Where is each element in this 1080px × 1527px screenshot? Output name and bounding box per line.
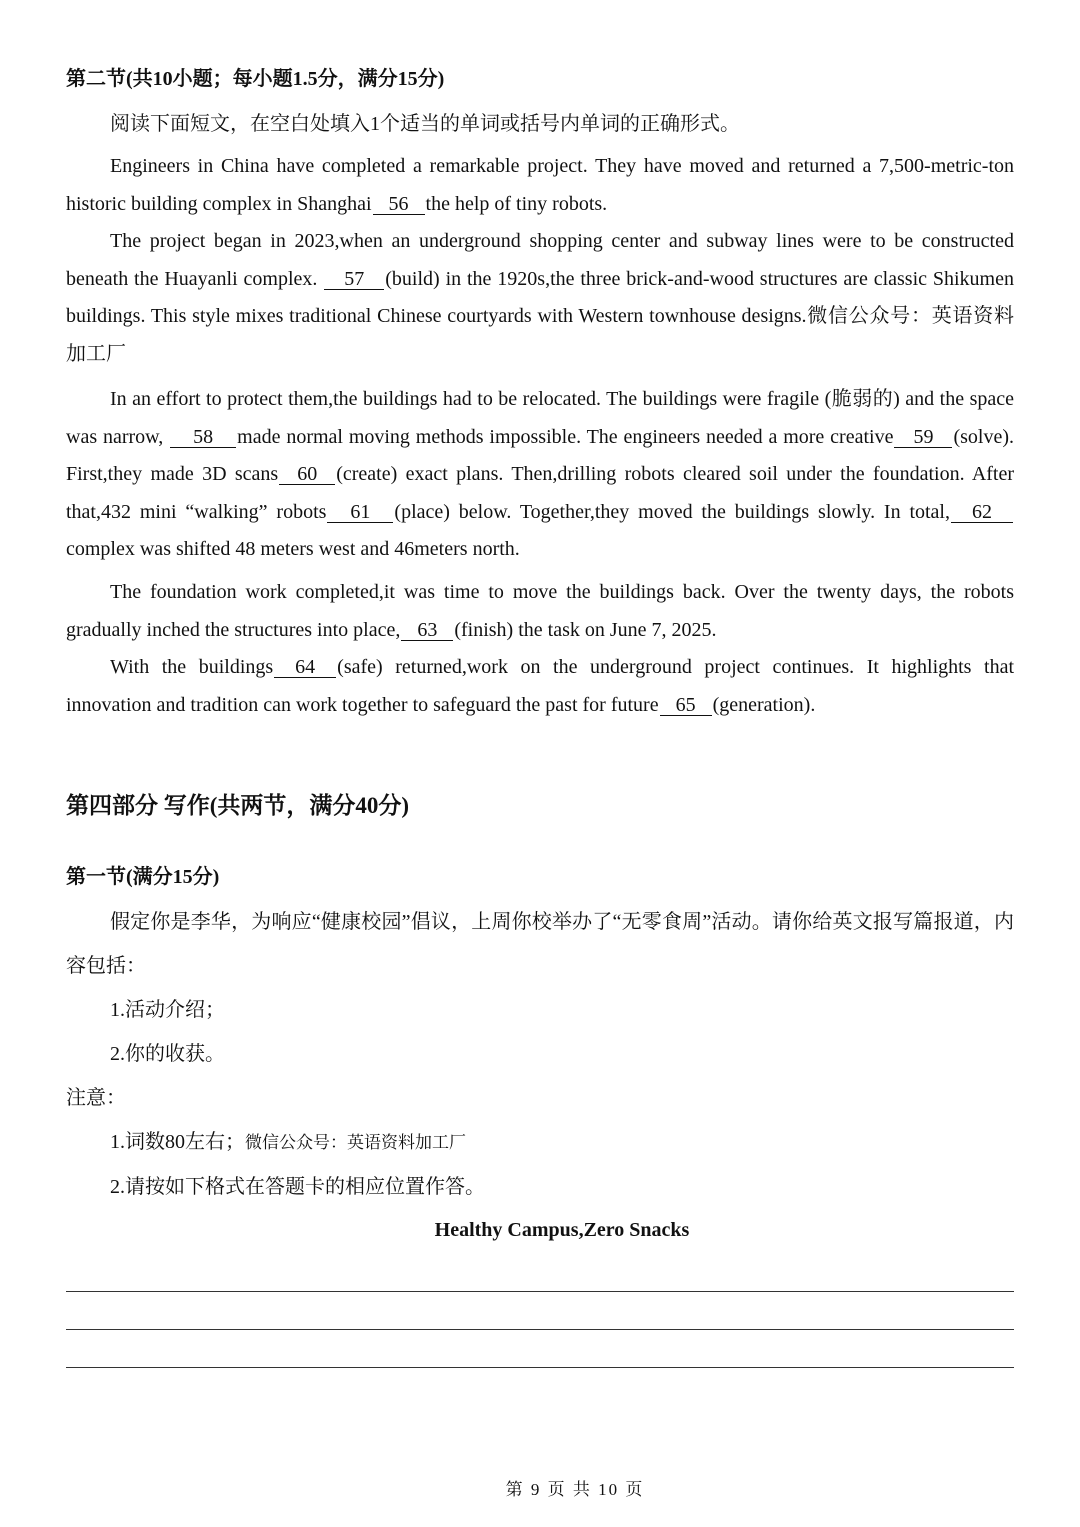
answer-line-3	[66, 1367, 1014, 1368]
paragraph-text: In an effort to protect them,the buildings had to be relocated. The buildings were fragile (脆弱的) and the space was narrow,	[66, 388, 1014, 448]
answer-line-1	[66, 1291, 1014, 1292]
paragraph-text: (create) exact plans. Then,drilling robots cleared soil under the foundation. After that,432 mini “walking” robots	[66, 463, 1015, 523]
paragraph-text: complex was shifted 48 meters west and 46meters north.	[66, 538, 520, 560]
blank-56: 56	[373, 194, 425, 215]
passage-paragraph-2	[66, 223, 1014, 373]
part4-heading: 第四部分 写作(共两节，满分40分)	[66, 793, 410, 818]
blank-63: 63	[401, 620, 453, 641]
section2-heading: 第二节(共10小题；每小题1.5分，满分15分)	[66, 68, 445, 90]
watermark-text: 微信公众号：英语资料加工厂	[245, 1133, 466, 1152]
paragraph-text: (solve). First,they made 3D scans	[66, 425, 1014, 485]
paragraph-text: With the buildings	[110, 656, 274, 678]
note-item-1	[110, 1128, 466, 1157]
blank-62: 62	[951, 502, 1013, 523]
blank-64: 64	[274, 657, 336, 678]
watermark-text: 微信公众号：英语资料加工厂	[66, 305, 1014, 365]
blank-57: 57	[324, 269, 384, 290]
blank-58: 58	[170, 427, 236, 448]
paragraph-text: made normal moving methods impossible. The engineers needed a more creative	[237, 425, 894, 448]
task-item-2: 2.你的收获。	[110, 1043, 225, 1065]
paragraph-text: (finish) the task on June 7, 2025.	[454, 618, 717, 641]
paragraph-text: Engineers in China have completed a remarkable project. They have moved and returned a 7,500-metric-ton historic building complex in Shanghai	[66, 155, 1014, 215]
paragraph-text: (place) below. Together,they moved the buildings slowly. In total,	[394, 500, 950, 523]
note-item-1-text: 1.词数80左右；	[110, 1131, 245, 1153]
note-label: 注意：	[66, 1087, 126, 1109]
blank-61: 61	[327, 502, 393, 523]
writing-section1-heading: 第一节(满分15分)	[66, 866, 220, 888]
paragraph-text: The foundation work completed,it was time to move the buildings back. Over the twenty days, the robots gradually inched the structures into place,	[66, 581, 1014, 641]
page-number-footer: 第 9 页 共 10 页	[505, 1480, 645, 1499]
paragraph-text: (generation).	[712, 693, 816, 716]
blank-60: 60	[279, 464, 335, 485]
paragraph-text: The project began in 2023,when an underground shopping center and subway lines were to be constructed beneath the Huayanli complex.	[66, 230, 1014, 290]
passage-paragraph-1	[66, 148, 1014, 223]
paragraph-text: the help of tiny robots.	[425, 192, 608, 215]
blank-59: 59	[894, 427, 952, 448]
writing-task-description: 假定你是李华，为响应“健康校园”倡议，上周你校举办了“无零食周”活动。请你给英文报写篇报道，内容包括：	[66, 911, 1014, 977]
blank-65: 65	[660, 695, 712, 716]
answer-line-2	[66, 1329, 1014, 1330]
paragraph-text: (safe) returned,work on the underground project continues. It highlights that innovation and tradition can work together to safeguard the past for future	[66, 656, 1014, 716]
passage-paragraph-3	[66, 381, 1014, 569]
essay-title: Healthy Campus,Zero Snacks	[434, 1219, 690, 1241]
section2-instruction: 阅读下面短文，在空白处填入1个适当的单词或括号内单词的正确形式。	[110, 113, 740, 135]
passage-paragraph-5	[66, 649, 1014, 724]
task-item-1: 1.活动介绍；	[110, 999, 225, 1021]
passage-paragraph-4	[66, 574, 1014, 649]
paragraph-text: (build) in the 1920s,the three brick-and-wood structures are classic Shikumen buildings. This style mixes traditional Chinese courtyards with Western townhouse designs.	[66, 267, 1014, 327]
note-item-2: 2.请按如下格式在答题卡的相应位置作答。	[110, 1176, 485, 1198]
